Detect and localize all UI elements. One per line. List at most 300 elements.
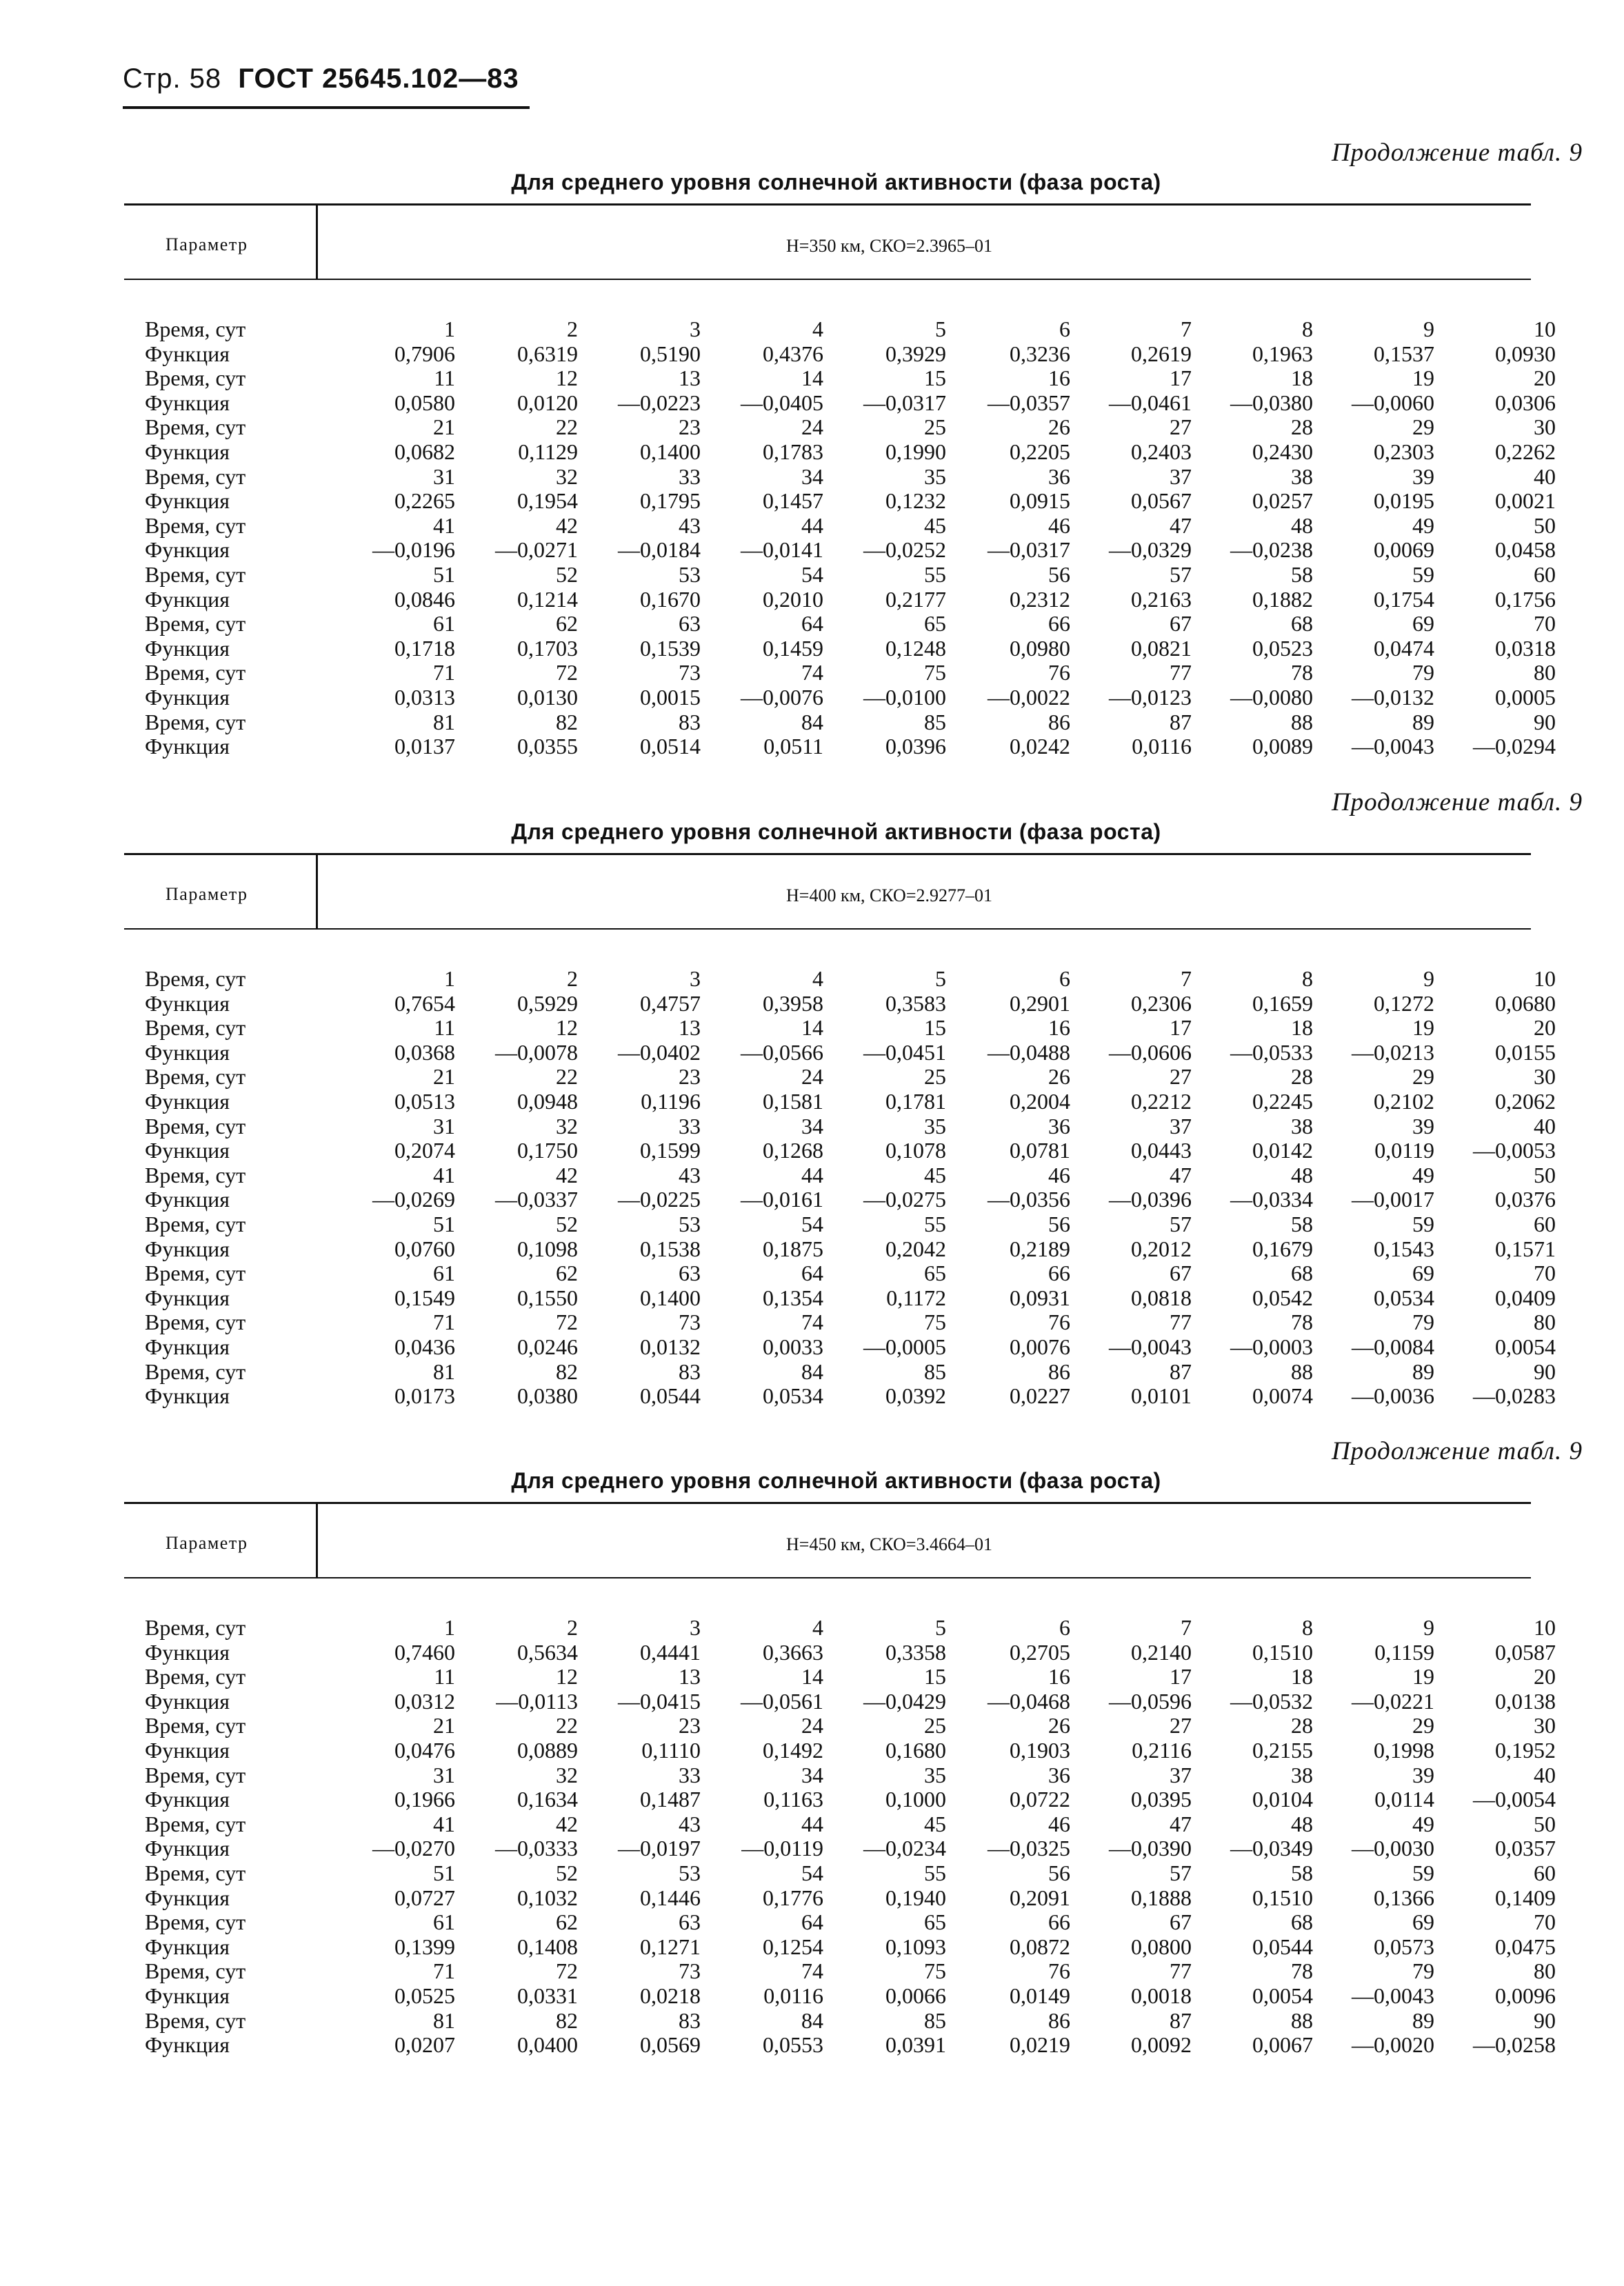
function-cell: 0,2245	[1252, 1088, 1313, 1114]
function-cell: 0,0400	[517, 2032, 578, 2058]
time-cell: 76	[1048, 660, 1070, 685]
time-cell: 23	[679, 414, 701, 440]
function-cell: 0,1400	[640, 1285, 701, 1310]
time-cell: 64	[801, 1261, 823, 1286]
time-cell: 87	[1170, 2007, 1192, 2033]
time-cell: 14	[801, 1664, 823, 1690]
page-number: Стр. 58	[123, 63, 222, 94]
time-cell: 89	[1412, 2007, 1434, 2033]
time-cell: 27	[1170, 414, 1192, 440]
time-row	[145, 611, 1556, 636]
row-label: Функция	[145, 734, 230, 759]
time-cell: 58	[1291, 561, 1313, 587]
row-label: Время, сут	[145, 1162, 246, 1187]
function-cell: 0,0306	[1495, 390, 1556, 415]
time-row	[145, 561, 1556, 588]
function-row	[145, 1787, 1556, 1812]
function-cell: —0,0294	[1473, 734, 1556, 759]
function-cell: —0,0415	[618, 1688, 701, 1714]
function-cell: —0,0337	[495, 1187, 578, 1212]
function-cell: 0,1254	[763, 1934, 823, 1959]
time-cell: 60	[1534, 1211, 1556, 1236]
time-cell: 10	[1534, 966, 1556, 991]
time-cell: 41	[433, 512, 455, 538]
time-cell: 82	[556, 709, 578, 734]
function-cell: 0,1272	[1374, 990, 1434, 1016]
function-row	[145, 734, 1556, 759]
function-cell: 0,1110	[641, 1737, 701, 1763]
time-cell: 83	[679, 1358, 701, 1384]
function-cell: 0,2705	[1010, 1639, 1070, 1665]
time-cell: 6	[1059, 1615, 1070, 1640]
time-cell: 68	[1291, 611, 1313, 636]
function-cell: 0,0534	[763, 1383, 823, 1409]
time-cell: 4	[812, 1615, 823, 1640]
function-row	[145, 1983, 1556, 2009]
time-cell: 87	[1170, 709, 1192, 734]
time-cell: 63	[679, 1261, 701, 1286]
function-cell: 0,0076	[1010, 1334, 1070, 1359]
time-cell: 67	[1170, 611, 1192, 636]
header-separator	[316, 853, 318, 929]
function-cell: 0,5929	[517, 990, 578, 1016]
function-cell: 0,0005	[1495, 684, 1556, 710]
time-cell: 81	[433, 709, 455, 734]
time-cell: 90	[1534, 709, 1556, 734]
time-cell: 53	[679, 561, 701, 587]
time-cell: 49	[1412, 1811, 1434, 1836]
time-cell: 83	[679, 2007, 701, 2033]
function-cell: 0,1940	[885, 1885, 946, 1910]
function-cell: 0,0846	[394, 586, 455, 612]
time-cell: 75	[924, 1310, 946, 1335]
function-row	[145, 2032, 1556, 2058]
time-cell: 54	[801, 561, 823, 587]
function-row	[145, 684, 1556, 710]
time-cell: 48	[1291, 1811, 1313, 1836]
time-cell: 59	[1412, 1860, 1434, 1885]
table-top-rule	[124, 853, 1531, 855]
time-cell: 85	[924, 1358, 946, 1384]
function-cell: 0,1271	[640, 1934, 701, 1959]
row-label: Время, сут	[145, 2007, 246, 2033]
row-label: Время, сут	[145, 1113, 246, 1139]
time-cell: 61	[433, 1909, 455, 1935]
function-cell: 0,1232	[885, 488, 946, 514]
function-cell: 0,0781	[1010, 1138, 1070, 1163]
function-cell: 0,0534	[1374, 1285, 1434, 1310]
time-cell: 30	[1534, 1064, 1556, 1090]
function-cell: 0,1510	[1252, 1639, 1313, 1665]
function-cell: —0,0270	[372, 1836, 455, 1861]
function-cell: 0,2205	[1010, 439, 1070, 464]
row-label: Функция	[145, 1383, 230, 1409]
function-cell: 0,0821	[1131, 635, 1192, 661]
function-cell: 0,0395	[1131, 1787, 1192, 1812]
function-cell: —0,0468	[988, 1688, 1070, 1714]
function-cell: 0,1098	[517, 1236, 578, 1261]
time-cell: 26	[1048, 1064, 1070, 1090]
function-cell: —0,0003	[1230, 1334, 1313, 1359]
function-cell: 0,2403	[1131, 439, 1192, 464]
row-label: Время, сут	[145, 1211, 246, 1236]
row-label: Функция	[145, 1088, 230, 1114]
function-cell: 0,0104	[1252, 1787, 1313, 1812]
time-cell: 34	[801, 463, 823, 489]
row-label: Время, сут	[145, 1310, 246, 1335]
function-cell: 0,0569	[640, 2032, 701, 2058]
time-cell: 39	[1412, 1113, 1434, 1139]
function-cell: 0,0722	[1010, 1787, 1070, 1812]
row-label: Функция	[145, 1039, 230, 1065]
time-cell: 7	[1181, 317, 1192, 341]
time-cell: 22	[556, 1064, 578, 1090]
time-cell: 35	[924, 1113, 946, 1139]
time-cell: 79	[1412, 1310, 1434, 1335]
time-cell: 35	[924, 1762, 946, 1787]
function-cell: 0,2212	[1131, 1088, 1192, 1114]
time-cell: 20	[1534, 1664, 1556, 1690]
function-cell: —0,0221	[1352, 1688, 1434, 1714]
function-cell: 0,1537	[1374, 341, 1434, 366]
time-cell: 46	[1048, 1811, 1070, 1836]
time-cell: 56	[1048, 561, 1070, 587]
function-cell: 0,2177	[885, 586, 946, 612]
function-cell: 0,0727	[394, 1885, 455, 1910]
time-cell: 67	[1170, 1261, 1192, 1286]
time-cell: 31	[433, 463, 455, 489]
time-cell: 24	[801, 1064, 823, 1090]
function-cell: —0,0349	[1230, 1836, 1313, 1861]
function-cell: 0,0054	[1495, 1334, 1556, 1359]
row-label: Функция	[145, 1934, 230, 1959]
time-row	[145, 660, 1556, 685]
function-cell: —0,0022	[988, 684, 1070, 710]
row-label: Время, сут	[145, 463, 246, 489]
row-label: Функция	[145, 341, 230, 366]
time-cell: 17	[1170, 365, 1192, 391]
function-cell: —0,0561	[741, 1688, 823, 1714]
row-label: Функция	[145, 586, 230, 612]
function-row	[145, 488, 1556, 514]
time-cell: 9	[1423, 317, 1434, 341]
function-cell: 0,2102	[1374, 1088, 1434, 1114]
row-label: Время, сут	[145, 1358, 246, 1384]
function-cell: 0,2091	[1010, 1885, 1070, 1910]
function-cell: —0,0252	[863, 537, 946, 563]
function-cell: —0,0225	[618, 1187, 701, 1212]
time-row	[145, 1664, 1556, 1690]
function-cell: —0,0532	[1230, 1688, 1313, 1714]
function-row	[145, 537, 1556, 563]
time-cell: 23	[679, 1064, 701, 1090]
time-cell: 32	[556, 1762, 578, 1787]
function-cell: —0,0357	[988, 390, 1070, 415]
function-cell: 0,0137	[394, 734, 455, 759]
header-separator	[316, 1502, 318, 1578]
time-cell: 71	[433, 1310, 455, 1335]
time-cell: 33	[679, 1113, 701, 1139]
function-cell: —0,0017	[1352, 1187, 1434, 1212]
time-cell: 62	[556, 1261, 578, 1286]
time-cell: 20	[1534, 365, 1556, 391]
function-cell: 0,0573	[1374, 1934, 1434, 1959]
function-row	[145, 990, 1556, 1016]
time-cell: 25	[924, 1713, 946, 1738]
row-label: Функция	[145, 1787, 230, 1812]
time-cell: 13	[679, 365, 701, 391]
standard-number: ГОСТ 25645.102—83	[238, 63, 519, 94]
time-cell: 10	[1534, 1615, 1556, 1640]
time-cell: 47	[1170, 1811, 1192, 1836]
function-cell: 0,0948	[517, 1088, 578, 1114]
time-cell: 55	[924, 561, 946, 587]
time-cell: 44	[801, 512, 823, 538]
function-cell: 0,5634	[517, 1639, 578, 1665]
function-cell: 0,0021	[1495, 488, 1556, 514]
function-cell: 0,1487	[640, 1787, 701, 1812]
time-row	[145, 1261, 1556, 1286]
time-cell: 74	[801, 660, 823, 685]
function-cell: 0,1539	[640, 635, 701, 661]
time-cell: 12	[556, 365, 578, 391]
function-cell: 0,7906	[394, 341, 455, 366]
time-cell: 79	[1412, 1958, 1434, 1984]
time-cell: 56	[1048, 1860, 1070, 1885]
time-cell: 15	[924, 1664, 946, 1690]
function-cell: 0,2074	[394, 1138, 455, 1163]
function-cell: 0,0074	[1252, 1383, 1313, 1409]
function-row	[145, 1737, 1556, 1763]
function-cell: 0,0368	[394, 1039, 455, 1065]
function-cell: 0,1093	[885, 1934, 946, 1959]
row-label: Функция	[145, 635, 230, 661]
function-cell: 0,4757	[640, 990, 701, 1016]
time-cell: 25	[924, 1064, 946, 1090]
function-cell: 0,1248	[885, 635, 946, 661]
function-cell: 0,0096	[1495, 1983, 1556, 2008]
time-cell: 85	[924, 2007, 946, 2033]
function-cell: —0,0334	[1230, 1187, 1313, 1212]
time-cell: 61	[433, 611, 455, 636]
function-cell: —0,0043	[1352, 1983, 1434, 2008]
time-cell: 15	[924, 1015, 946, 1041]
function-cell: —0,0380	[1230, 390, 1313, 415]
row-label: Время, сут	[145, 1015, 246, 1041]
param-column-header: Параметр	[166, 1533, 248, 1553]
time-row	[145, 1162, 1556, 1188]
time-cell: 57	[1170, 1860, 1192, 1885]
time-row	[145, 1310, 1556, 1335]
time-cell: 86	[1048, 2007, 1070, 2033]
time-cell: 86	[1048, 1358, 1070, 1384]
time-row	[145, 1211, 1556, 1237]
time-cell: 84	[801, 709, 823, 734]
function-cell: 0,0587	[1495, 1639, 1556, 1665]
time-cell: 34	[801, 1762, 823, 1787]
header-separator	[316, 203, 318, 279]
time-cell: 1	[444, 966, 455, 991]
continuation-label: Продолжение табл. 9	[1331, 139, 1583, 167]
time-cell: 26	[1048, 1713, 1070, 1738]
time-cell: 66	[1048, 1909, 1070, 1935]
time-cell: 11	[434, 365, 455, 391]
function-cell: —0,0054	[1473, 1787, 1556, 1812]
time-cell: 37	[1170, 463, 1192, 489]
time-cell: 63	[679, 1909, 701, 1935]
function-cell: 0,1459	[763, 635, 823, 661]
function-cell: 0,1680	[885, 1737, 946, 1763]
time-cell: 74	[801, 1958, 823, 1984]
function-cell: 0,0553	[763, 2032, 823, 2058]
function-cell: 0,1634	[517, 1787, 578, 1812]
function-cell: —0,0606	[1109, 1039, 1192, 1065]
function-cell: 0,2901	[1010, 990, 1070, 1016]
function-cell: 0,0682	[394, 439, 455, 464]
time-cell: 47	[1170, 512, 1192, 538]
function-row	[145, 1236, 1556, 1262]
function-cell: 0,0513	[394, 1088, 455, 1114]
time-cell: 75	[924, 1958, 946, 1984]
function-cell: —0,0238	[1230, 537, 1313, 563]
time-row	[145, 1113, 1556, 1139]
time-cell: 44	[801, 1162, 823, 1187]
function-cell: 0,0980	[1010, 635, 1070, 661]
time-cell: 23	[679, 1713, 701, 1738]
function-cell: 0,1659	[1252, 990, 1313, 1016]
function-cell: —0,0060	[1352, 390, 1434, 415]
table-header-rule	[124, 1577, 1531, 1578]
function-row	[145, 586, 1556, 612]
function-cell: —0,0488	[988, 1039, 1070, 1065]
time-cell: 32	[556, 463, 578, 489]
time-cell: 2	[567, 317, 578, 341]
function-cell: 0,0132	[640, 1334, 701, 1359]
time-cell: 30	[1534, 414, 1556, 440]
row-label: Функция	[145, 537, 230, 563]
function-cell: —0,0283	[1473, 1383, 1556, 1409]
time-cell: 68	[1291, 1261, 1313, 1286]
function-cell: —0,0333	[495, 1836, 578, 1861]
time-cell: 82	[556, 2007, 578, 2033]
function-cell: 0,0033	[763, 1334, 823, 1359]
time-row	[145, 1811, 1556, 1837]
function-cell: 0,0116	[1132, 734, 1192, 759]
time-cell: 19	[1412, 1664, 1434, 1690]
function-cell: 0,2262	[1495, 439, 1556, 464]
function-cell: 0,3583	[885, 990, 946, 1016]
function-cell: 0,3663	[763, 1639, 823, 1665]
time-cell: 29	[1412, 414, 1434, 440]
function-cell: 0,0511	[763, 734, 823, 759]
row-label: Функция	[145, 1737, 230, 1763]
function-cell: 0,0257	[1252, 488, 1313, 514]
time-cell: 5	[935, 317, 946, 341]
time-row	[145, 1860, 1556, 1886]
function-cell: 0,0067	[1252, 2032, 1313, 2058]
time-cell: 31	[433, 1762, 455, 1787]
function-cell: 0,0915	[1010, 488, 1070, 514]
function-cell: 0,2140	[1131, 1639, 1192, 1665]
function-cell: 0,1954	[517, 488, 578, 514]
function-cell: 0,0800	[1131, 1934, 1192, 1959]
function-cell: 0,1754	[1374, 586, 1434, 612]
function-cell: 0,0436	[394, 1334, 455, 1359]
time-cell: 36	[1048, 1113, 1070, 1139]
time-cell: 13	[679, 1664, 701, 1690]
function-cell: 0,0443	[1131, 1138, 1192, 1163]
time-cell: 70	[1534, 611, 1556, 636]
time-cell: 6	[1059, 966, 1070, 991]
function-row	[145, 1885, 1556, 1911]
row-label: Функция	[145, 990, 230, 1016]
time-cell: 73	[679, 1310, 701, 1335]
row-label: Время, сут	[145, 1664, 246, 1690]
time-cell: 17	[1170, 1664, 1192, 1690]
time-cell: 54	[801, 1211, 823, 1236]
time-cell: 60	[1534, 1860, 1556, 1885]
time-cell: 89	[1412, 1358, 1434, 1384]
time-cell: 62	[556, 611, 578, 636]
time-cell: 51	[433, 1860, 455, 1885]
function-cell: —0,0100	[863, 684, 946, 710]
function-cell: 0,1446	[640, 1885, 701, 1910]
function-cell: 0,0409	[1495, 1285, 1556, 1310]
function-cell: 0,7460	[394, 1639, 455, 1665]
row-label: Время, сут	[145, 1261, 246, 1286]
function-cell: 0,0318	[1495, 635, 1556, 661]
time-cell: 7	[1181, 966, 1192, 991]
function-cell: —0,0325	[988, 1836, 1070, 1861]
time-cell: 20	[1534, 1015, 1556, 1041]
time-cell: 15	[924, 365, 946, 391]
time-cell: 77	[1170, 660, 1192, 685]
function-cell: —0,0196	[372, 537, 455, 563]
time-cell: 43	[679, 1811, 701, 1836]
function-cell: —0,0566	[741, 1039, 823, 1065]
function-cell: 0,1000	[885, 1787, 946, 1812]
time-cell: 50	[1534, 1162, 1556, 1187]
function-row	[145, 1187, 1556, 1212]
altitude-info: H=350 км, СКО=2.3965–01	[786, 236, 992, 256]
time-cell: 82	[556, 1358, 578, 1384]
time-row	[145, 512, 1556, 539]
time-cell: 70	[1534, 1261, 1556, 1286]
time-cell: 21	[433, 1713, 455, 1738]
time-cell: 4	[812, 317, 823, 341]
row-label: Функция	[145, 439, 230, 464]
function-row	[145, 341, 1556, 367]
function-cell: 0,1172	[886, 1285, 946, 1310]
time-row	[145, 1909, 1556, 1935]
function-cell: 0,3958	[763, 990, 823, 1016]
row-label: Время, сут	[145, 317, 246, 341]
row-label: Время, сут	[145, 1811, 246, 1836]
function-cell: 0,0227	[1010, 1383, 1070, 1409]
function-cell: —0,0271	[495, 537, 578, 563]
function-cell: 0,0066	[885, 1983, 946, 2008]
time-cell: 46	[1048, 1162, 1070, 1187]
function-cell: —0,0275	[863, 1187, 946, 1212]
time-cell: 57	[1170, 561, 1192, 587]
time-cell: 89	[1412, 709, 1434, 734]
time-cell: 8	[1302, 1615, 1313, 1640]
function-cell: —0,0132	[1352, 684, 1434, 710]
time-cell: 80	[1534, 1310, 1556, 1335]
row-label: Время, сут	[145, 611, 246, 636]
time-cell: 43	[679, 1162, 701, 1187]
function-cell: 0,2010	[763, 586, 823, 612]
